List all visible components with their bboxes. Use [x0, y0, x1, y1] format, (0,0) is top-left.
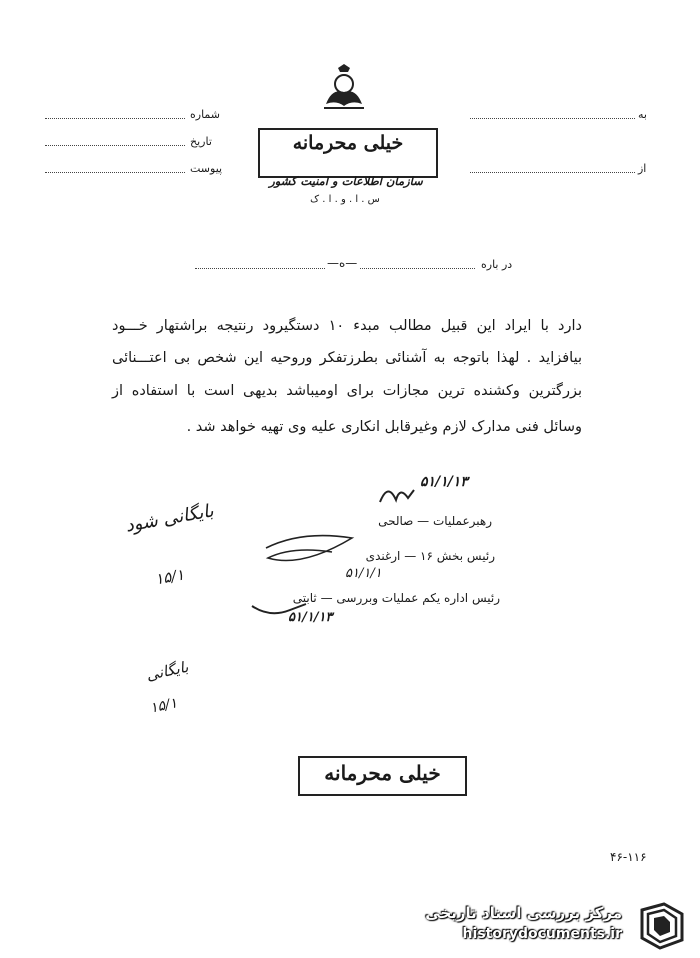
subject-mark: —ه—	[327, 256, 358, 270]
handwritten-date-3: ۵۱/۱/۱۳	[288, 610, 333, 625]
margin-note-1-date: ۱۵/۱	[153, 565, 186, 589]
watermark-site: historydocuments.ir	[462, 926, 622, 942]
stamp-organization-text: سازمان اطلاعات و امنیت کشور	[269, 174, 423, 188]
bottom-classification-stamp	[298, 756, 467, 796]
margin-note-1	[115, 478, 235, 588]
body-line-4: وسائل فنی مدارک لازم وغیرقابل انکاری علیه وی تهیه خواهد شد .	[186, 419, 582, 435]
number-field-dots	[45, 118, 185, 119]
date-field-label: تاریخ	[190, 135, 212, 148]
document-number: ۴۶-۱۱۶	[610, 850, 647, 864]
subject-line	[195, 258, 513, 274]
from-field-dots	[470, 172, 635, 173]
watermark-logo-icon	[634, 900, 690, 952]
stamp-classification-text: خیلی محرمانه	[292, 132, 404, 154]
body-line-2: بیافزاید . لهذا باتوجه به آشنائی بطرزتفکر وروحیه این شخص بی اعتـــنائی	[112, 350, 582, 366]
watermark-footer	[0, 896, 700, 958]
stamp-reference-code: س . ا . و . ا . ک	[310, 194, 380, 205]
to-field-label: به	[638, 108, 647, 121]
watermark-name: مرکز بررسی اسناد تاریخی	[425, 904, 622, 922]
handwritten-date-2: ۵۱/۱/۱	[345, 566, 382, 581]
date-field-dots	[45, 145, 185, 146]
margin-note-2	[140, 620, 220, 730]
body-line-3: بزرگترین وکشنده ترین مجازات برای اومیباشد بدیهی است با استفاده از	[112, 383, 582, 399]
ops-head-line: رهبرعملیات — صالحی	[378, 514, 492, 528]
number-field-label: شماره	[190, 108, 221, 121]
classification-stamp	[258, 128, 438, 178]
margin-note-1-text: بایگانی شود	[123, 500, 216, 537]
dept-head-line: رئیس اداره یکم عملیات وبررسی — ثابتی	[292, 591, 500, 605]
handwritten-date-1: ۵۱/۱/۱۳	[420, 474, 468, 490]
section-head-line: رئیس بخش ۱۶ — ارغندی	[365, 549, 495, 563]
lion-and-sun-emblem	[318, 62, 370, 114]
margin-note-2-text: بایگانی	[144, 657, 190, 685]
body-line-1: دارد با ایراد این قبیل مطالب مبدء ۱۰ دستگیرود رنتیجه براشتهار خـــود	[112, 318, 582, 334]
from-field-label: از	[638, 162, 647, 175]
signature-scribble-2	[262, 528, 382, 568]
to-field-dots	[470, 118, 635, 119]
subject-label: در باره	[481, 258, 513, 271]
margin-note-2-date: ۱۵/۱	[148, 695, 179, 717]
attachment-field-dots	[45, 172, 185, 173]
bottom-stamp-text: خیلی محرمانه	[324, 761, 441, 785]
attachment-field-label: پیوست	[190, 162, 223, 175]
